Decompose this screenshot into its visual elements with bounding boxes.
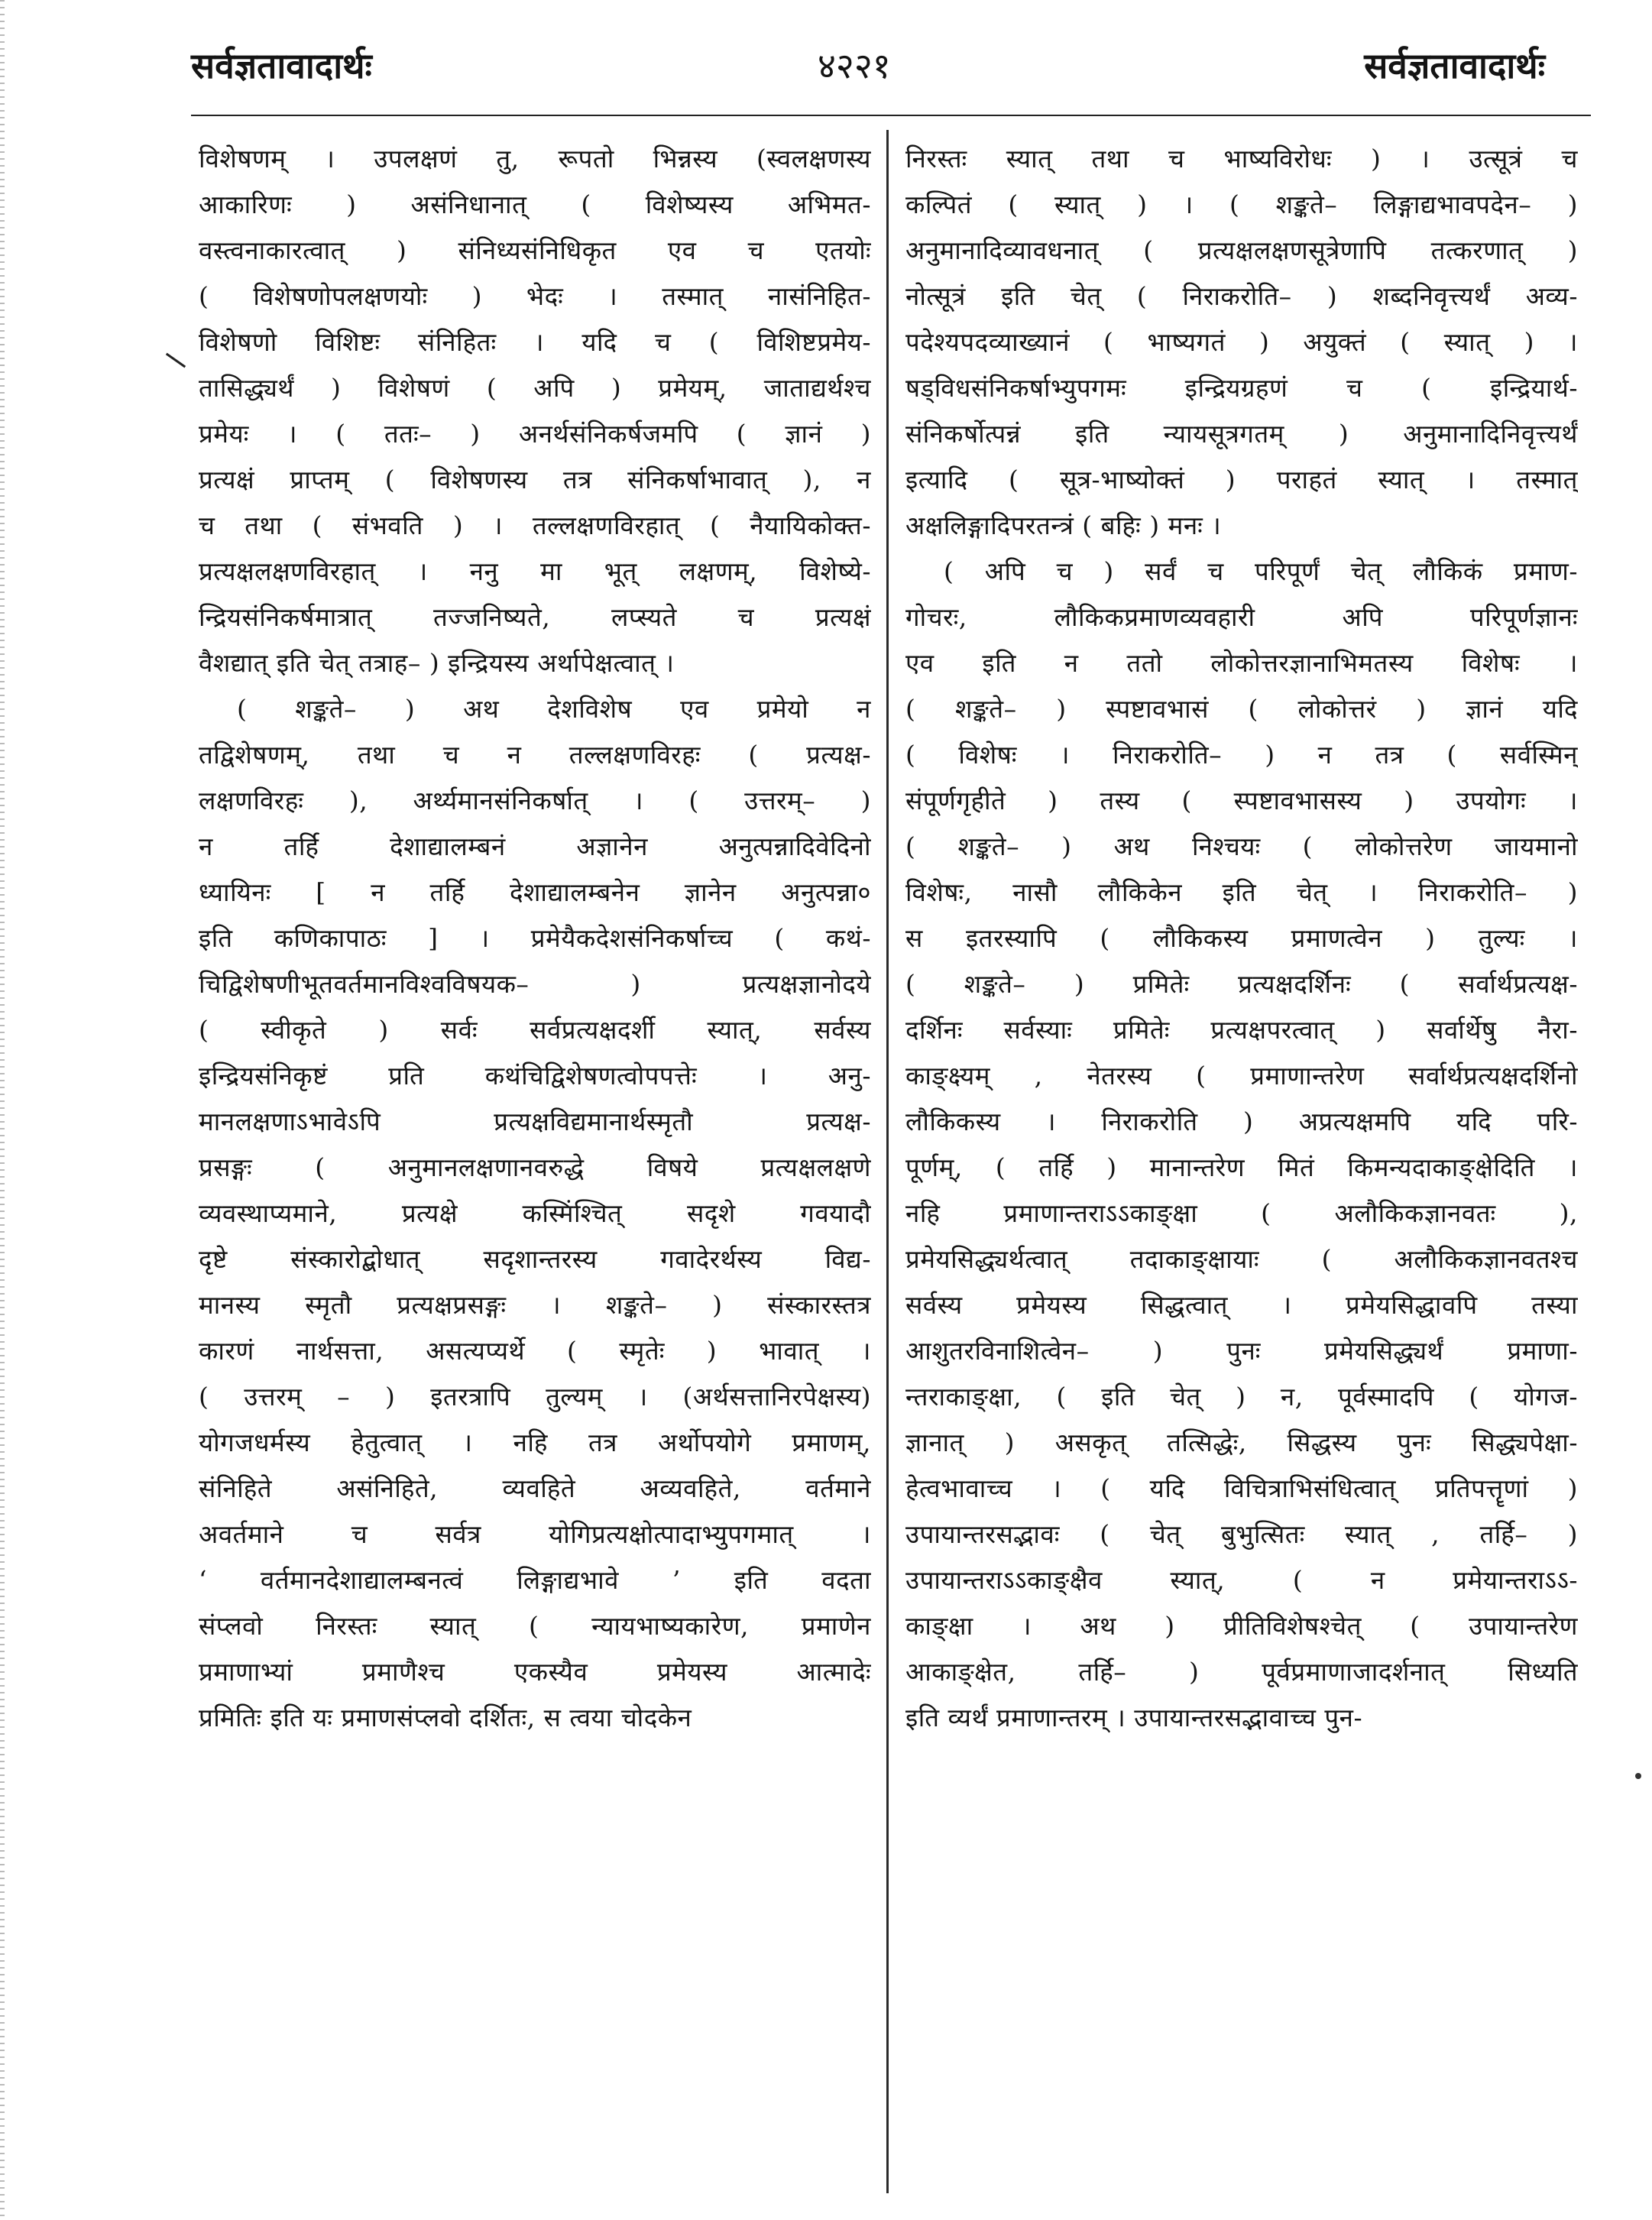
text-line: न तर्हि देशाद्यालम्बनं अज्ञानेन अनुत्पन्नादिवेदिनो (199, 831, 871, 861)
text-line: गोचरः, लौकिकप्रमाणव्यवहारी अपि परिपूर्णज्ञानः (905, 602, 1578, 632)
column-divider (886, 130, 889, 2193)
header-right-title: सर्वज्ञतावादार्थः (1364, 45, 1545, 86)
text-line: एव इति न ततो लोकोत्तरज्ञानाभिमतस्य विशेषः । (905, 648, 1578, 678)
text-line: मानलक्षणाऽभावेऽपि प्रत्यक्षविद्यमानार्थस्मृतौ प्रत्यक्ष- (199, 1107, 871, 1136)
text-line: सर्वस्य प्रमेयस्य सिद्धत्वात् । प्रमेयसिद्धावपि तस्या (905, 1290, 1578, 1320)
text-line: निरस्तः स्यात् तथा च भाष्यविरोधः ) । उत्सूत्रं च (905, 144, 1578, 173)
scan-edge-artifact (0, 0, 5, 2220)
text-line: विशेषः, नासौ लौकिकेन इति चेत् । निराकरोति– ) (905, 877, 1578, 907)
left-column (199, 136, 871, 1741)
text-line: पूर्णम्, ( तर्हि ) मानान्तरेण मितं किमन्यदाकाङ्क्षेदिति । (905, 1152, 1578, 1182)
text-line: स इतरस्यापि ( लौकिकस्य प्रमाणत्वेन ) तुल्यः । (905, 923, 1578, 953)
text-line: इति कणिकापाठः ] । प्रमेयैकदेशसंनिकर्षाच्च ( कथं- (199, 923, 871, 953)
header-left-title: सर्वज्ञतावादार्थः (191, 45, 372, 86)
text-line: पदेश्यपदव्याख्यानं ( भाष्यगतं ) अयुक्तं ( स्यात् ) । (905, 327, 1578, 357)
text-line: न्तराकाङ्क्षा, ( इति चेत् ) न, पूर्वस्मादपि ( योगज- (905, 1382, 1578, 1411)
text-line: ध्यायिनः [ न तर्हि देशाद्यालम्बनेन ज्ञानेन अनुत्पन्ना० (199, 877, 871, 907)
text-line: ( विशेषणोपलक्षणयोः ) भेदः । तस्मात् नासंनिहित- (199, 281, 871, 311)
text-line: आकारिणः ) असंनिधानात् ( विशेष्यस्य अभिमत- (199, 190, 871, 219)
text-line: ( शङ्कते– ) प्रमितेः प्रत्यक्षदर्शिनः ( सर्वार्थप्रत्यक्ष- (905, 969, 1578, 999)
text-line: उपायान्तराऽऽकाङ्क्षैव स्यात्, ( न प्रमेयान्तराऽऽ- (905, 1565, 1578, 1595)
text-line: प्रमेयसिद्ध्यर्थत्वात् तदाकाङ्क्षायाः ( अलौकिकज्ञानवतश्च (905, 1244, 1578, 1274)
text-line: संप्लवो निरस्तः स्यात् ( न्यायभाष्यकारेण, प्रमाणेन (199, 1611, 871, 1641)
text-line: लक्षणविरहः ), अर्थ्यमानसंनिकर्षात् । ( उत्तरम्– ) (199, 786, 871, 815)
text-line: लौकिकस्य । निराकरोति ) अप्रत्यक्षमपि यदि परि- (905, 1107, 1578, 1136)
text-line: ( उत्तरम् – ) इतरत्रापि तुल्यम् । (अर्थसत्तानिरपेक्षस्य) (199, 1382, 871, 1411)
header-rule (191, 115, 1591, 116)
text-line: काङ्क्ष्यम् , नेतरस्य ( प्रमाणान्तरेण सर्वार्थप्रत्यक्षदर्शिनो (905, 1061, 1578, 1091)
text-line: संनिहिते असंनिहिते, व्यवहिते अव्यवहिते, वर्तमाने (199, 1473, 871, 1503)
text-line: षड्विधसंनिकर्षाभ्युपगमः इन्द्रियग्रहणं च ( इन्द्रियार्थ- (905, 373, 1578, 403)
text-line: उपायान्तरसद्भावः ( चेत् बुभुत्सितः स्यात् , तर्हि– ) (905, 1519, 1578, 1549)
text-line: वैशद्यात् इति चेत् तत्राह– ) इन्द्रियस्य अर्थापेक्षत्वात् । (199, 648, 675, 678)
text-line: अनुमानादिव्यावधनात् ( प्रत्यक्षलक्षणसूत्रेणापि तत्करणात् ) (905, 235, 1578, 265)
text-line: ( शङ्कते– ) स्पष्टावभासं ( लोकोत्तरं ) ज्ञानं यदि (905, 694, 1578, 724)
text-line: योगजधर्मस्य हेतुत्वात् । नहि तत्र अर्थोपयोगे प्रमाणम्, (199, 1428, 871, 1457)
text-line: न्द्रियसंनिकर्षमात्रात् तज्जनिष्यते, लप्स्यते च प्रत्यक्षं (199, 602, 871, 632)
margin-pencil-mark (166, 353, 186, 368)
text-line: विशेषणम् । उपलक्षणं तु, रूपतो भिन्नस्य (स्वलक्षणस्य (199, 144, 871, 173)
text-line: ( शङ्कते– ) अथ निश्चयः ( लोकोत्तरेण जायमानो (905, 831, 1578, 861)
text-line: प्रमाणाभ्यां प्रमाणैश्च एकस्यैव प्रमेयस्य आत्मादेः (199, 1657, 871, 1687)
text-line: नहि प्रमाणान्तराऽऽकाङ्क्षा ( अलौकिकज्ञानवतः ), (905, 1198, 1578, 1228)
text-line: दृष्टे संस्कारोद्बोधात् सदृशान्तरस्य गवादेरर्थस्य विद्य- (199, 1244, 871, 1274)
text-line: कारणं नार्थसत्ता, असत्यप्यर्थे ( स्मृतेः ) भावात् । (199, 1336, 871, 1366)
text-line: ( विशेषः । निराकरोति– ) न तत्र ( सर्वस्मिन् (905, 740, 1578, 770)
text-line: ( अपि च ) सर्वं च परिपूर्णं चेत् लौकिकं प्रमाण- (944, 556, 1578, 586)
page-header (191, 41, 1545, 95)
text-line: चिद्विशेषणीभूतवर्तमानविश्वविषयक– ) प्रत्यक्षज्ञानोदये (199, 969, 871, 999)
text-line: तासिद्ध्यर्थं ) विशेषणं ( अपि ) प्रमेयम्, जाताद्यर्थश्च (199, 373, 871, 403)
text-line: प्रत्यक्षलक्षणविरहात् । ननु मा भूत् लक्षणम्, विशेष्ये- (199, 556, 871, 586)
text-line: ‘ वर्तमानदेशाद्यालम्बनत्वं लिङ्गाद्यभावे ’ इति वदता (199, 1565, 871, 1595)
text-line: ( शङ्कते– ) अथ देशविशेष एव प्रमेयो न (237, 694, 871, 724)
text-line: प्रत्यक्षं प्राप्तम् ( विशेषणस्य तत्र संनिकर्षाभावात् ), न (199, 465, 871, 494)
page-number: ४२२१ (818, 45, 891, 86)
text-line: ( स्वीकृते ) सर्वः सर्वप्रत्यक्षदर्शी स्यात्, सर्वस्य (199, 1015, 871, 1045)
text-line: वस्त्वनाकारत्वात् ) संनिध्यसंनिधिकृत एव च एतयोः (199, 235, 871, 265)
text-line: इत्यादि ( सूत्र-भाष्योक्तं ) पराहतं स्यात् । तस्मात् (905, 465, 1578, 494)
text-line: व्यवस्थाप्यमाने, प्रत्यक्षे कस्मिंश्चित् सदृशे गवयादौ (199, 1198, 871, 1228)
text-line: इन्द्रियसंनिकृष्टं प्रति कथंचिद्विशेषणत्वोपपत्तेः । अनु- (199, 1061, 871, 1091)
text-line: दर्शिनः सर्वस्याः प्रमितेः प्रत्यक्षपरत्वात् ) सर्वार्थेषु नैरा- (905, 1015, 1578, 1045)
text-line: मानस्य स्मृतौ प्रत्यक्षप्रसङ्गः । शङ्कते– ) संस्कारस्तत्र (199, 1290, 871, 1320)
text-line: अक्षलिङ्गादिपरतन्त्रं ( बहिः ) मनः । (905, 510, 1222, 540)
text-line: प्रसङ्गः ( अनुमानलक्षणानवरुद्धे विषये प्रत्यक्षलक्षणे (199, 1152, 871, 1182)
text-line: प्रमितिः इति यः प्रमाणसंप्लवो दर्शितः, स त्वया चोदकेन (199, 1703, 692, 1732)
text-line: काङ्क्षा । अथ ) प्रीतिविशेषश्चेत् ( उपायान्तरेण (905, 1611, 1578, 1641)
text-line: संनिकर्षोत्पन्नं इति न्यायसूत्रगतम् ) अनुमानादिनिवृत्त्यर्थं (905, 419, 1578, 449)
text-line: च तथा ( संभवति ) । तल्लक्षणविरहात् ( नैयायिकोक्त- (199, 510, 871, 540)
text-line: प्रमेयः । ( ततः– ) अनर्थसंनिकर्षजमपि ( ज्ञानं ) (199, 419, 871, 449)
text-line: आकाङ्क्षेत, तर्हि– ) पूर्वप्रमाणाजादर्शनात् सिध्यति (905, 1657, 1578, 1687)
text-line: कल्पितं ( स्यात् ) । ( शङ्कते– लिङ्गाद्यभावपदेन– ) (905, 190, 1578, 219)
text-line: ज्ञानात् ) असकृत् तत्सिद्धेः, सिद्धस्य पुनः सिद्ध्यपेक्षा- (905, 1428, 1578, 1457)
scan-speck (1635, 1773, 1641, 1779)
text-line: संपूर्णगृहीते ) तस्य ( स्पष्टावभासस्य ) उपयोगः । (905, 786, 1578, 815)
text-line: तद्विशेषणम्, तथा च न तल्लक्षणविरहः ( प्रत्यक्ष- (199, 740, 871, 770)
text-line: अवर्तमाने च सर्वत्र योगिप्रत्यक्षोत्पादाभ्युपगमात् । (199, 1519, 871, 1549)
text-line: आशुतरविनाशित्वेन– ) पुनः प्रमेयसिद्ध्यर्थं प्रमाणा- (905, 1336, 1578, 1366)
text-line: हेत्वभावाच्च । ( यदि विचित्राभिसंधित्वात् प्रतिपत्तॄणां ) (905, 1473, 1578, 1503)
text-line: विशेषणो विशिष्टः संनिहितः । यदि च ( विशिष्टप्रमेय- (199, 327, 871, 357)
text-line: नोत्सूत्रं इति चेत् ( निराकरोति– ) शब्दनिवृत्त्यर्थं अव्य- (905, 281, 1578, 311)
text-line: इति व्यर्थं प्रमाणान्तरम् । उपायान्तरसद्भावाच्च पुन- (905, 1703, 1363, 1732)
right-column (905, 136, 1578, 1741)
